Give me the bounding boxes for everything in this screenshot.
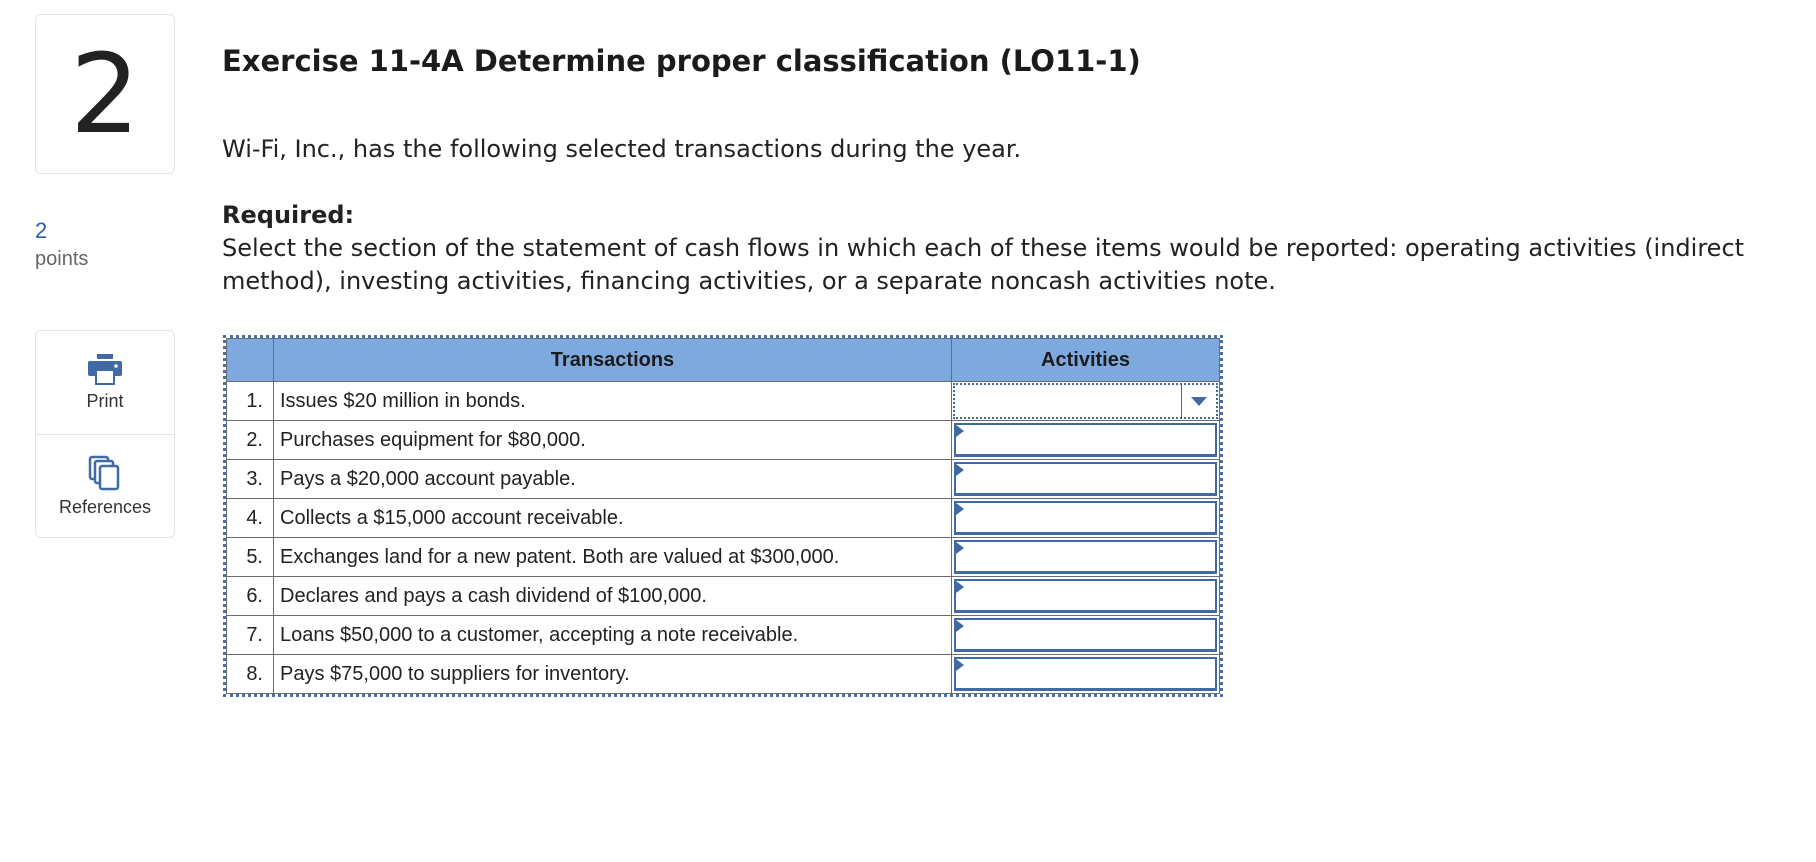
row-number: 5. — [227, 538, 274, 577]
references-button[interactable] — [36, 434, 174, 538]
activity-dropdown[interactable] — [953, 383, 1218, 419]
references-icon — [88, 455, 122, 491]
cell-marker-icon — [956, 425, 964, 437]
activity-cell — [952, 460, 1220, 499]
table-row — [227, 616, 1220, 655]
points-block — [35, 218, 88, 271]
activity-cell — [952, 655, 1220, 694]
exercise-instructions: Select the section of the statement of cash flows in which each of these items would be reported: operating activities (indirect method), investing activities, financing activities, or a separate noncash activities note. — [222, 234, 1745, 295]
activity-cell — [952, 538, 1220, 577]
activity-cell — [952, 421, 1220, 460]
activity-dropdown[interactable] — [954, 618, 1217, 652]
row-number: 2. — [227, 421, 274, 460]
row-number: 8. — [227, 655, 274, 694]
transaction-text: Exchanges land for a new patent. Both are valued at $300,000. — [274, 538, 952, 577]
activity-cell — [952, 577, 1220, 616]
transaction-text: Declares and pays a cash dividend of $100,000. — [274, 577, 952, 616]
references-label: References — [58, 497, 152, 517]
table-row — [227, 382, 1220, 421]
header-transactions: Transactions — [274, 339, 952, 382]
transactions-table-wrapper — [223, 335, 1223, 697]
cell-marker-icon — [956, 542, 964, 554]
header-activities: Activities — [952, 339, 1220, 382]
activity-cell — [952, 382, 1220, 421]
cell-marker-icon — [956, 503, 964, 515]
row-number: 1. — [227, 382, 274, 421]
activity-dropdown[interactable] — [954, 540, 1217, 574]
cell-marker-icon — [956, 659, 964, 671]
print-button[interactable] — [36, 331, 174, 434]
points-value: 2 — [35, 218, 48, 243]
transaction-text: Pays a $20,000 account payable. — [274, 460, 952, 499]
print-label: Print — [86, 391, 124, 411]
table-row — [227, 655, 1220, 694]
question-number: 2 — [70, 30, 140, 158]
exercise-title: Exercise 11-4A Determine proper classification (LO11-1) — [222, 44, 1141, 78]
activity-dropdown[interactable] — [954, 462, 1217, 496]
activity-cell — [952, 499, 1220, 538]
chevron-down-icon — [1191, 397, 1207, 406]
cell-marker-icon — [956, 620, 964, 632]
transaction-text: Purchases equipment for $80,000. — [274, 421, 952, 460]
exercise-intro: Wi-Fi, Inc., has the following selected transactions during the year. — [222, 135, 1022, 163]
cell-marker-icon — [956, 464, 964, 476]
required-label: Required: — [222, 201, 355, 229]
dropdown-arrow-button[interactable] — [1181, 385, 1216, 417]
tools-panel — [35, 330, 175, 538]
header-number — [227, 339, 274, 382]
table-row — [227, 421, 1220, 460]
activity-dropdown[interactable] — [954, 579, 1217, 613]
activity-dropdown[interactable] — [954, 423, 1217, 457]
transaction-text: Collects a $15,000 account receivable. — [274, 499, 952, 538]
table-row — [227, 538, 1220, 577]
table-header-row — [227, 339, 1220, 382]
activity-dropdown[interactable] — [954, 501, 1217, 535]
table-row — [227, 460, 1220, 499]
table-row — [227, 499, 1220, 538]
transaction-text: Loans $50,000 to a customer, accepting a note receivable. — [274, 616, 952, 655]
activity-dropdown[interactable] — [954, 657, 1217, 691]
row-number: 3. — [227, 460, 274, 499]
transaction-text: Issues $20 million in bonds. — [274, 382, 952, 421]
transaction-text: Pays $75,000 to suppliers for inventory. — [274, 655, 952, 694]
row-number: 4. — [227, 499, 274, 538]
row-number: 6. — [227, 577, 274, 616]
activity-cell — [952, 616, 1220, 655]
points-label: points — [35, 248, 89, 270]
table-row — [227, 577, 1220, 616]
row-number: 7. — [227, 616, 274, 655]
question-number-box — [35, 14, 175, 174]
printer-icon — [87, 353, 123, 385]
transactions-table — [226, 338, 1220, 694]
cell-marker-icon — [956, 581, 964, 593]
